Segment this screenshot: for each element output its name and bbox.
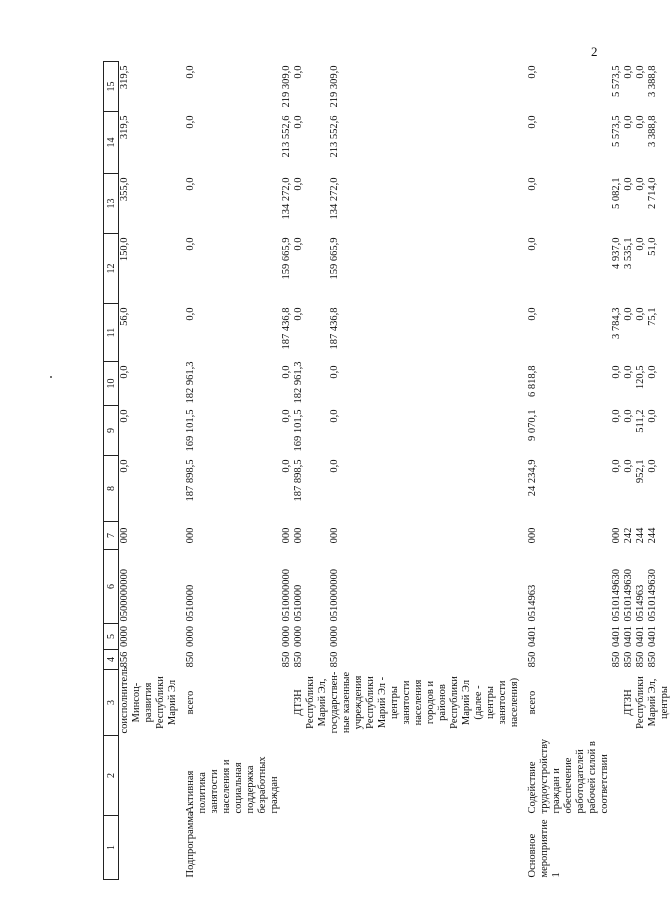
cell-c13: 134 272,0: [281, 177, 292, 220]
cell-c11: 0,0: [527, 307, 538, 321]
cell-c6: 0510149630: [623, 569, 634, 622]
table-body: [119, 62, 671, 880]
cell-c6: 0514963: [635, 584, 646, 622]
cell-c3: [281, 670, 293, 736]
cell-c15: 219 309,0: [281, 65, 292, 108]
cell-c8: 187 898,5: [293, 459, 304, 502]
cell-c14: 213 552,6: [329, 115, 340, 158]
cell-c11: 187 436,8: [329, 307, 340, 350]
cell-c2: [623, 736, 635, 816]
cell-c13: 0,0: [635, 177, 646, 191]
cell-c3: [611, 670, 623, 736]
cell-c5: 0401: [635, 626, 646, 647]
cell-c15: 0,0: [635, 65, 646, 79]
cell-c14: 213 552,6: [281, 115, 292, 158]
cell-c3: Марий Эл, центры: [647, 678, 670, 727]
cell-c12: 150,0: [119, 237, 130, 262]
col-header: 13: [104, 174, 119, 234]
col-header: 3: [104, 670, 119, 736]
cell-c4: 850: [527, 651, 538, 668]
cell-c11: 0,0: [185, 307, 196, 321]
cell-c9: 0,0: [611, 409, 622, 423]
cell-c6: 0514963: [527, 584, 538, 622]
cell-c14: 0,0: [293, 115, 304, 129]
cell-c7: 000: [527, 527, 538, 544]
cell-c11: 187 436,8: [281, 307, 292, 350]
cell-c3: ДТЗН Республики Марий Эл,: [293, 676, 328, 729]
cell-c7: 244: [647, 527, 658, 544]
table-row: [635, 62, 647, 880]
cell-c10: 0,0: [647, 365, 658, 379]
cell-c7: 244: [635, 527, 646, 544]
cell-c15: 0,0: [293, 65, 304, 79]
cell-c8: 0,0: [329, 459, 340, 473]
col-header: 5: [104, 624, 119, 650]
cell-c13: 0,0: [293, 177, 304, 191]
cell-c3: Республики: [635, 676, 646, 729]
col-header: 1: [104, 816, 119, 880]
cell-c6: 0510000: [293, 584, 304, 622]
cell-c3: государствен-ные казенные учреждения Республики Марий Эл - центры занятости населения городов и районов Республики Марий Эл (далее - центры занятости населения): [329, 671, 520, 734]
cell-c15: 319,5: [119, 65, 130, 90]
cell-c12: 0,0: [527, 237, 538, 251]
cell-c1: [611, 816, 623, 880]
cell-c9: 0,0: [281, 409, 292, 423]
col-header: 7: [104, 522, 119, 550]
col-header: 8: [104, 456, 119, 522]
cell-c10: 0,0: [119, 365, 130, 379]
cell-c8: 0,0: [611, 459, 622, 473]
cell-c1: [281, 816, 293, 880]
cell-c14: 0,0: [185, 115, 196, 129]
cell-c9: 0,0: [623, 409, 634, 423]
col-header: 12: [104, 234, 119, 304]
cell-c8: 952,1: [635, 459, 646, 484]
cell-c8: 0,0: [623, 459, 634, 473]
col-header: 14: [104, 112, 119, 174]
cell-c4: 850: [635, 651, 646, 668]
cell-c12: 159 665,9: [281, 237, 292, 280]
cell-c15: 0,0: [527, 65, 538, 79]
table-row: [293, 62, 329, 880]
cell-c12: 0,0: [293, 237, 304, 251]
cell-c5: 0401: [527, 626, 538, 647]
cell-c2: Содействие трудоустройству граждан и обеспечение работодателей рабочей силой в соответствии: [527, 739, 610, 814]
cell-c1: [329, 816, 521, 880]
cell-c11: 0,0: [293, 307, 304, 321]
cell-c11: 56,0: [119, 307, 130, 326]
cell-c7: 000: [293, 527, 304, 544]
scan-artifact: [50, 376, 52, 378]
table-row: [647, 62, 671, 880]
cell-c2: [635, 736, 647, 816]
cell-c14: 5 573,5: [611, 115, 622, 147]
cell-c10: 6 818,8: [527, 365, 538, 397]
page-number: 2: [591, 44, 598, 59]
cell-c2: [119, 736, 180, 816]
cell-c4: 850: [623, 651, 634, 668]
budget-table: [103, 61, 671, 880]
cell-c2: [281, 736, 293, 816]
cell-c6: 0510149630: [647, 569, 658, 622]
cell-c11: 3 784,3: [611, 307, 622, 339]
cell-c10: 120,5: [635, 365, 646, 390]
cell-c2: [611, 736, 623, 816]
cell-c1: [647, 816, 671, 880]
cell-c10: 0,0: [281, 365, 292, 379]
cell-c11: 0,0: [623, 307, 634, 321]
cell-c10: 0,0: [611, 365, 622, 379]
cell-c13: 2 714,0: [647, 177, 658, 209]
cell-c4: 850: [329, 651, 340, 668]
cell-c5: 0000: [281, 626, 292, 647]
cell-c13: 355,0: [119, 177, 130, 202]
cell-c15: 3 388,8: [647, 65, 658, 97]
cell-c12: 159 665,9: [329, 237, 340, 280]
cell-c10: 0,0: [329, 365, 340, 379]
cell-c14: 319,5: [119, 115, 130, 140]
cell-c7: 000: [119, 527, 130, 544]
cell-c7: 242: [623, 527, 634, 544]
cell-c6: 0510149630: [611, 569, 622, 622]
cell-c13: 134 272,0: [329, 177, 340, 220]
cell-c1: [119, 816, 180, 880]
cell-c5: 0401: [611, 626, 622, 647]
cell-c5: 0401: [647, 626, 658, 647]
cell-c15: 0,0: [185, 65, 196, 79]
cell-c4: 850: [611, 651, 622, 668]
cell-c3: ДТЗН: [623, 689, 634, 716]
cell-c14: 0,0: [527, 115, 538, 129]
cell-c6: 0500000000: [119, 569, 130, 622]
table-row: [329, 62, 521, 880]
cell-c12: 3 535,1: [623, 237, 634, 269]
cell-c1: Подпрограмма: [185, 811, 196, 878]
cell-c11: 75,1: [647, 307, 658, 326]
cell-c9: 0,0: [647, 409, 658, 423]
cell-c10: 0,0: [623, 365, 634, 379]
cell-c8: 187 898,5: [185, 459, 196, 502]
cell-c1: Основное мероприятие 1: [527, 819, 562, 878]
cell-c3: всего: [185, 690, 196, 715]
cell-c9: 0,0: [329, 409, 340, 423]
cell-c9: 169 101,5: [293, 409, 304, 452]
cell-c3: соисполнитель Минсоц-развития Республики Марий Эл: [119, 666, 178, 734]
cell-c8: 24 234,9: [527, 459, 538, 497]
cell-c13: 0,0: [623, 177, 634, 191]
table-row: [611, 62, 623, 880]
cell-c12: 0,0: [635, 237, 646, 251]
col-header: 4: [104, 650, 119, 670]
cell-c6: 0510000000: [329, 569, 340, 622]
cell-c14: 0,0: [623, 115, 634, 129]
cell-c7: 000: [329, 527, 340, 544]
cell-c12: 4 937,0: [611, 237, 622, 269]
cell-c8: 0,0: [119, 459, 130, 473]
col-header: 9: [104, 406, 119, 456]
cell-c7: 000: [611, 527, 622, 544]
cell-c4: 850: [293, 651, 304, 668]
cell-c14: 0,0: [635, 115, 646, 129]
cell-c11: 0,0: [635, 307, 646, 321]
cell-c1: [635, 816, 647, 880]
cell-c8: 0,0: [281, 459, 292, 473]
rotated-table-area: [103, 62, 670, 880]
cell-c2: [329, 736, 521, 816]
cell-c1: [293, 816, 329, 880]
cell-c10: 182 961,3: [185, 361, 196, 404]
cell-c4: 850: [647, 651, 658, 668]
cell-c4: 850: [281, 651, 292, 668]
cell-c14: 3 388,8: [647, 115, 658, 147]
cell-c5: 0000: [185, 626, 196, 647]
col-header: 6: [104, 550, 119, 624]
cell-c7: 000: [281, 527, 292, 544]
cell-c13: 0,0: [185, 177, 196, 191]
cell-c15: 5 573,5: [611, 65, 622, 97]
table-row: [623, 62, 635, 880]
cell-c4: 856: [119, 651, 130, 668]
cell-c5: 0000: [293, 626, 304, 647]
cell-c12: 51,0: [647, 237, 658, 256]
cell-c1: [623, 816, 635, 880]
cell-c9: 169 101,5: [185, 409, 196, 452]
cell-c5: 0401: [623, 626, 634, 647]
cell-c2: Активная политика занятости населения и социальная поддержка безработных граждан: [185, 756, 280, 814]
cell-c13: 5 082,1: [611, 177, 622, 209]
cell-c9: 9 070,1: [527, 409, 538, 441]
table-row: [281, 62, 293, 880]
cell-c2: [647, 736, 671, 816]
table-row: [527, 62, 611, 880]
cell-c9: 511,2: [635, 409, 646, 433]
cell-c8: 0,0: [647, 459, 658, 473]
table-row: [119, 62, 180, 880]
col-header: 15: [104, 62, 119, 112]
cell-c15: 0,0: [623, 65, 634, 79]
cell-c2: [293, 736, 329, 816]
cell-c5: 0000: [119, 626, 130, 647]
cell-c6: 0510000: [185, 584, 196, 622]
cell-c4: 850: [185, 651, 196, 668]
table-row: [185, 62, 281, 880]
cell-c3: всего: [527, 690, 538, 715]
cell-c9: 0,0: [119, 409, 130, 423]
col-header: 2: [104, 736, 119, 816]
cell-c7: 000: [185, 527, 196, 544]
column-header-row: [104, 62, 119, 880]
cell-c5: 0000: [329, 626, 340, 647]
cell-c13: 0,0: [527, 177, 538, 191]
cell-c12: 0,0: [185, 237, 196, 251]
col-header: 10: [104, 362, 119, 406]
cell-c10: 182 961,3: [293, 361, 304, 404]
cell-c15: 219 309,0: [329, 65, 340, 108]
col-header: 11: [104, 304, 119, 362]
cell-c6: 0510000000: [281, 569, 292, 622]
